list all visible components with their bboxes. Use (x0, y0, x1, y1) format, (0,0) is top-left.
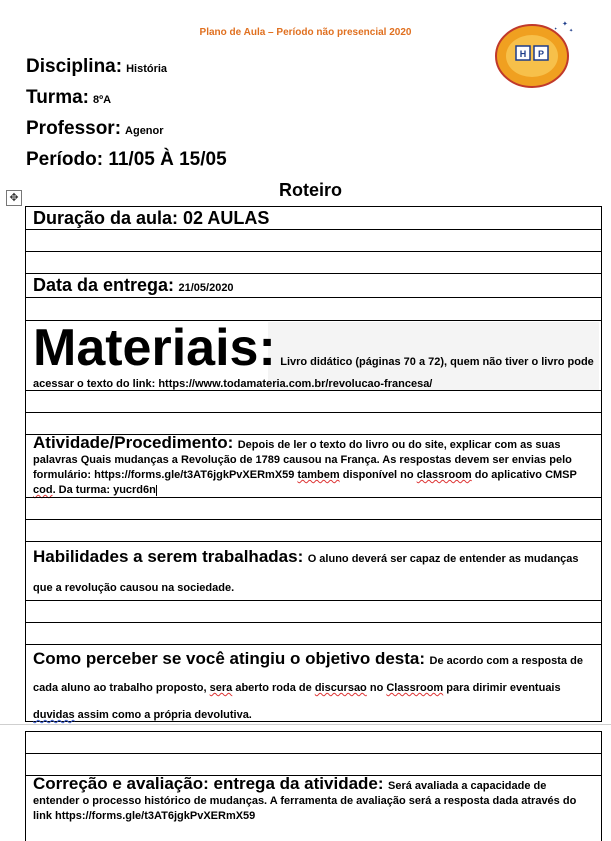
habilidades-text: O aluno deverá ser capaz de entender as mudanças que a revolução causou na sociedade. (33, 553, 579, 594)
row-materiais (25, 320, 602, 391)
svg-text:✦: ✦ (569, 28, 574, 34)
empty-row (25, 731, 602, 754)
data-entrega-label: Data da entrega: (33, 275, 175, 295)
svg-text:✦: ✦ (562, 20, 568, 28)
page-break-line (0, 724, 611, 725)
empty-row (25, 229, 602, 252)
disciplina-value: História (126, 63, 168, 75)
correcao-label: Correção e avaliação: entrega da atividade: (33, 774, 384, 793)
empty-row (25, 412, 602, 435)
row-data-entrega (25, 273, 602, 298)
como-perceber-text: De acordo com a resposta de cada aluno ao trabalho proposto, sera aberto roda de discursao no Classroom para dirimir eventuais duvidas assim como a própria devolutiva. (33, 655, 583, 721)
field-turma (26, 87, 111, 109)
field-professor (26, 118, 164, 140)
empty-row (25, 753, 602, 776)
school-logo (492, 18, 576, 88)
como-perceber-label: Como perceber se você atingiu o objetivo desta: (33, 649, 426, 668)
professor-label: Professor: (26, 118, 122, 139)
professor-value: Agenor (125, 125, 164, 137)
duracao-text: Duração da aula: 02 AULAS (33, 208, 270, 228)
table-move-handle-icon[interactable]: ✥ (6, 190, 22, 206)
atividade-text: Depois de ler o texto do livro ou do site, explicar com as suas palavras Quais mudanças a Revolução de 1789 causou na França. As respostas devem ser envias pelo formulário: https://forms.gle/t3AT6jgkPvXERmX59 tambem disponível no classroom do aplicativo CMSP cod. Da turma: yucrd6n (33, 439, 577, 496)
empty-row (25, 390, 602, 413)
empty-row (25, 497, 602, 520)
disciplina-label: Disciplina: (26, 56, 123, 77)
atividade-label: Atividade/Procedimento: (33, 433, 234, 452)
turma-value: 8ºA (92, 94, 112, 106)
row-atividade (25, 434, 602, 498)
row-duracao (25, 206, 602, 230)
field-disciplina (26, 56, 167, 78)
data-entrega-value: 21/05/2020 (178, 282, 234, 294)
svg-text:✦: ✦ (554, 26, 558, 31)
text-cursor (156, 485, 157, 496)
row-como-perceber (25, 644, 602, 722)
field-periodo: Período: 11/05 À 15/05 (26, 149, 227, 170)
svg-text:P: P (537, 49, 545, 59)
empty-row (25, 519, 602, 542)
materiais-text: Livro didático (páginas 70 a 72), quem não tiver o livro pode acessar o texto do link: https://www.todamateria.com.br/revolucao-francesa/ (33, 356, 594, 390)
row-correcao (25, 775, 602, 841)
materiais-label: Materiais: (33, 319, 276, 377)
turma-label: Turma: (26, 87, 89, 108)
row-habilidades (25, 541, 602, 601)
empty-row (25, 297, 602, 321)
empty-row (25, 600, 602, 623)
document-title: Plano de Aula – Período não presencial 2020 (199, 27, 412, 38)
correcao-text: Será avaliada a capacidade de entender o processo histórico de mudanças. A ferramenta de avaliação será a resposta dada através do link https://forms.gle/t3AT6jgkPvXERmX59 (33, 780, 577, 822)
empty-row (25, 622, 602, 645)
habilidades-label: Habilidades a serem trabalhadas: (33, 547, 304, 566)
empty-row (25, 251, 602, 274)
section-title-roteiro: Roteiro (279, 180, 342, 200)
svg-text:H: H (519, 49, 527, 59)
